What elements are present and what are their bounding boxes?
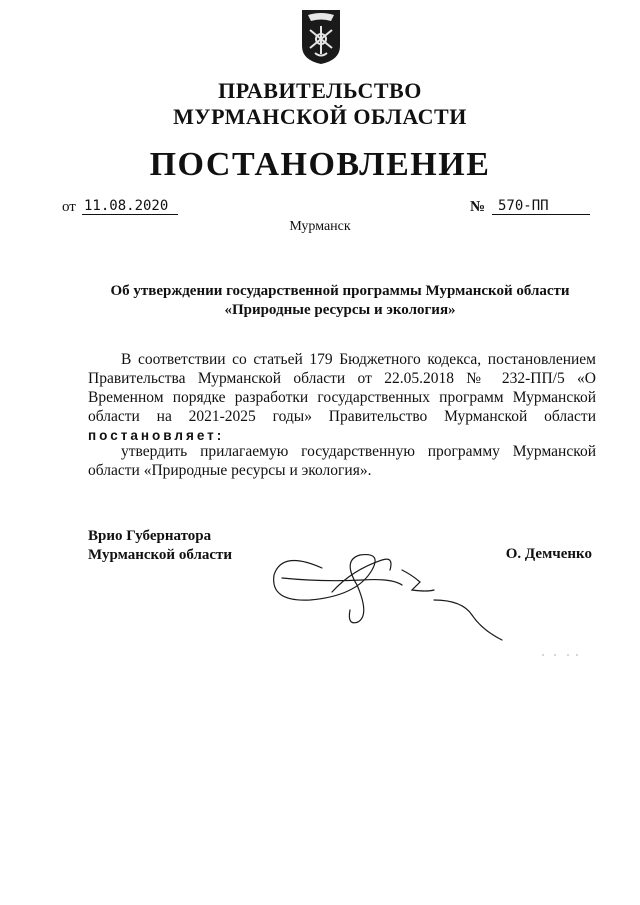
body-paragraph-1 (88, 350, 596, 445)
number-prefix: № (470, 199, 486, 215)
date-prefix: от (62, 199, 76, 215)
handwritten-signature (262, 530, 512, 650)
document-type-heading: ПОСТАНОВЛЕНИЕ (149, 146, 491, 183)
murmansk-coat-of-arms-icon (300, 8, 342, 66)
signatory-title-line1: Врио Губернатора (88, 528, 212, 544)
signatory-name: О. Демченко (505, 546, 592, 562)
government-title-line2: МУРМАНСКОЙ ОБЛАСТИ (173, 104, 467, 129)
signatory-title (88, 527, 232, 565)
paragraph1-text: В соответствии со статьей 179 Бюджетного кодекса, постановлением Правительства Мурманской области от 22.05.2018 № 232-ПП/5 «О Временном порядке разработки государственных программ Мурманской области на 2021-2025 годы» Правительство Мурманской области (88, 351, 596, 425)
body-paragraph-2: утвердить прилагаемую государственную программу Мурманской области «Природные ресурсы и экология». (88, 443, 596, 479)
subject-line2: «Природные ресурсы и экология» (224, 302, 456, 318)
document-number: 570-ПП (492, 198, 590, 215)
signatory-title-line2: Мурманской области (88, 547, 233, 563)
document-date: 11.08.2020 (82, 198, 178, 215)
document-subject (60, 282, 620, 320)
subject-line1: Об утверждении государственной программы Мурманской области (110, 283, 570, 299)
government-title-line1: ПРАВИТЕЛЬСТВО (218, 78, 422, 103)
scan-dots (540, 652, 580, 658)
city-name: Мурманск (289, 219, 351, 234)
decides-word: постановляет: (88, 428, 225, 443)
